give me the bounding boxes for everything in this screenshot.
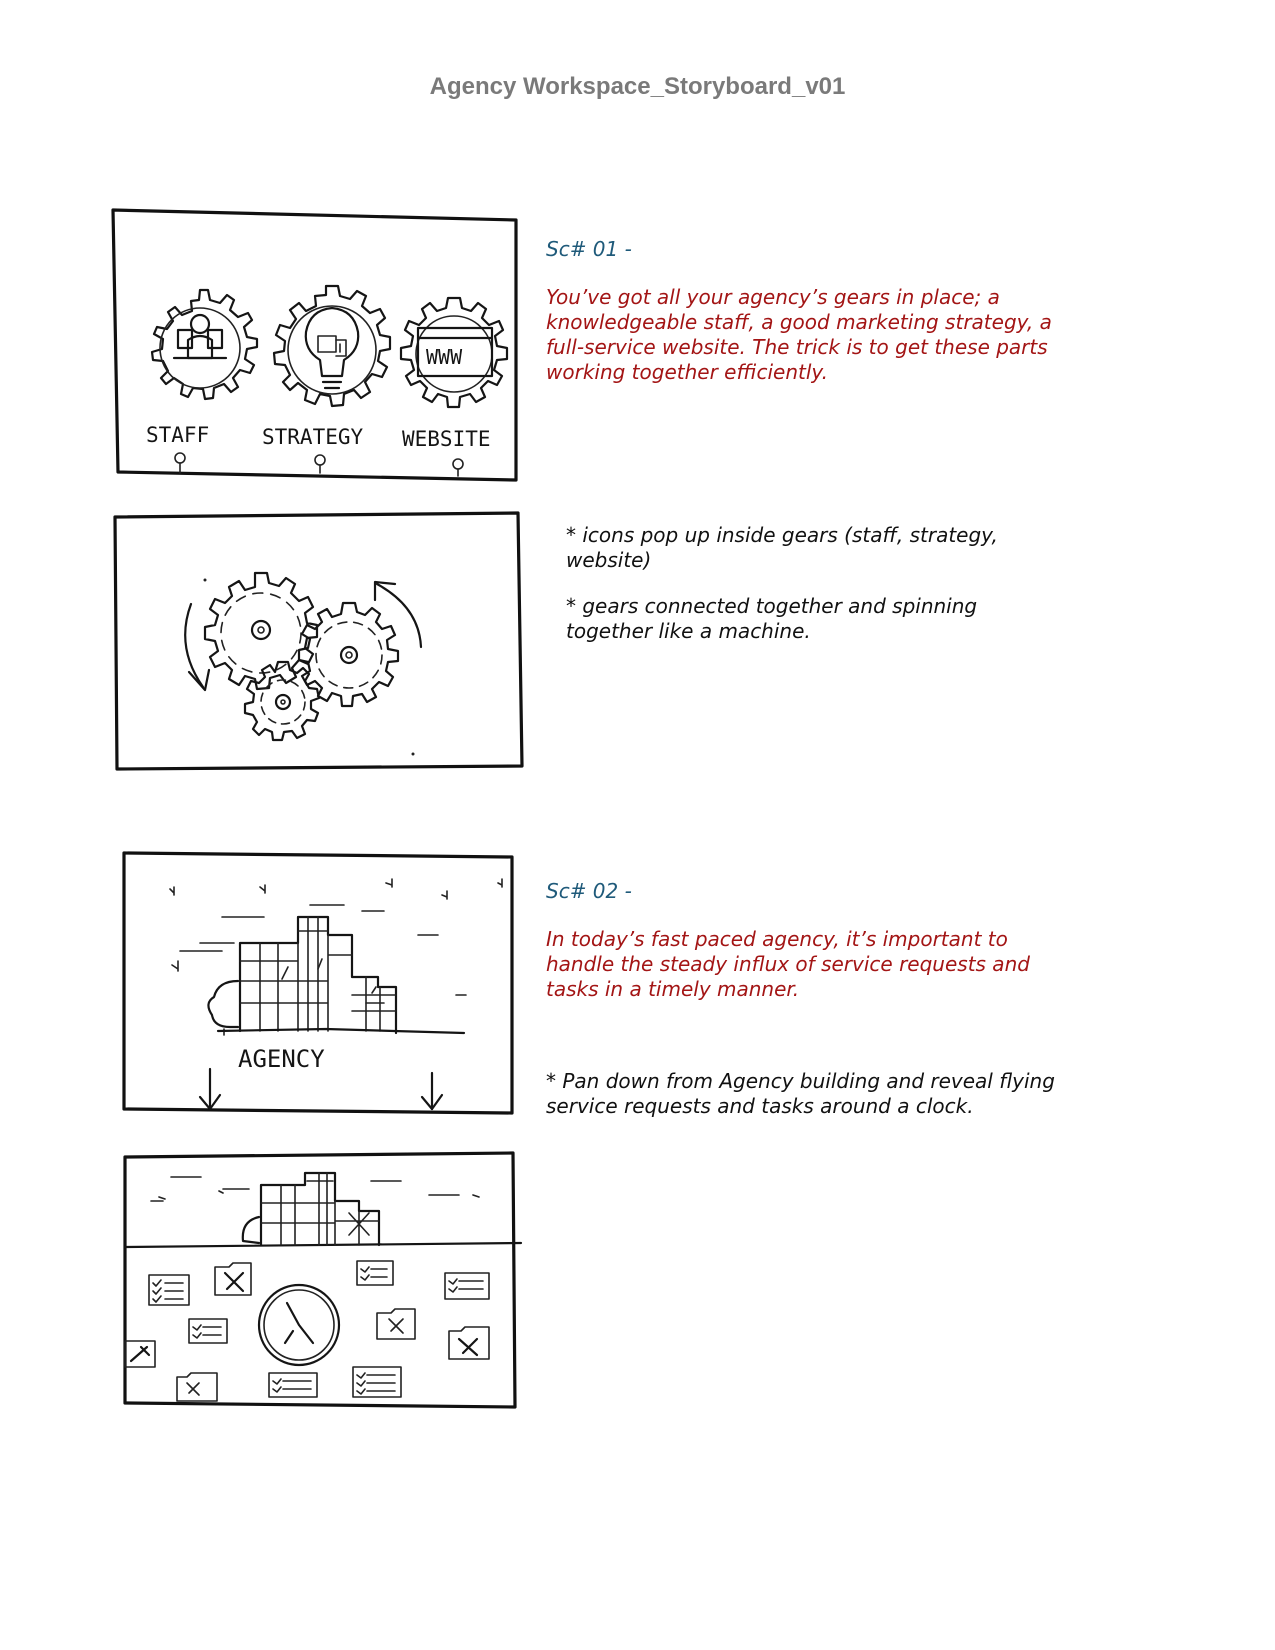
scene-2-note-pan: * Pan down from Agency building and reveal flying service requests and tasks around a clock. bbox=[546, 1069, 1055, 1118]
checklist-icon bbox=[445, 1273, 489, 1299]
checklist-icon bbox=[189, 1319, 227, 1343]
tools-folder-icon bbox=[177, 1373, 217, 1401]
tools-folder-icon bbox=[125, 1341, 155, 1367]
down-arrow-icon bbox=[422, 1073, 442, 1109]
storyboard-panel-3 bbox=[122, 851, 520, 1121]
scene-1-note-icons: * icons pop up inside gears (staff, strategy, website) bbox=[566, 523, 998, 572]
tree-icon bbox=[208, 981, 238, 1035]
lightbulb-icon bbox=[306, 308, 358, 388]
strategy-label: STRATEGY bbox=[262, 425, 364, 449]
rotation-arrow-icon bbox=[375, 582, 421, 647]
scene-1-heading: Sc# 01 - bbox=[546, 237, 632, 261]
scene-2-heading: Sc# 02 - bbox=[546, 879, 632, 903]
document-title: Agency Workspace_Storyboard_v01 bbox=[429, 73, 846, 100]
gear-icon bbox=[152, 290, 257, 399]
tools-folder-icon bbox=[377, 1309, 415, 1339]
checklist-icon bbox=[269, 1373, 317, 1397]
clock-icon bbox=[259, 1285, 339, 1365]
svg-text:WWW: WWW bbox=[426, 345, 463, 369]
building-icon bbox=[240, 917, 396, 1033]
tools-folder-icon bbox=[215, 1263, 251, 1295]
website-label: WEBSITE bbox=[402, 427, 491, 451]
agency-label: AGENCY bbox=[238, 1045, 325, 1073]
storyboard-panel-1 bbox=[112, 208, 524, 486]
scene-2-narration: In today’s fast paced agency, it’s important to handle the steady influx of service requests and tasks in a timely manner. bbox=[546, 927, 1030, 1001]
down-arrow-icon bbox=[200, 1069, 220, 1109]
checklist-icon bbox=[149, 1275, 189, 1305]
rotation-arrow-icon bbox=[185, 604, 209, 690]
browser-icon bbox=[418, 328, 492, 376]
checklist-icon bbox=[357, 1261, 393, 1285]
scene-1-note-gears: * gears connected together and spinning together like a machine. bbox=[566, 594, 978, 643]
scene-1-narration: You’ve got all your agency’s gears in place; a knowledgeable staff, a good marketing strategy, a full-service website. The trick is to get these parts working together efficiently. bbox=[546, 285, 1052, 384]
checklist-icon bbox=[353, 1367, 401, 1397]
storyboard-panel-4 bbox=[123, 1151, 523, 1413]
building-icon bbox=[261, 1173, 379, 1245]
people-icon bbox=[174, 315, 226, 358]
tools-folder-icon bbox=[449, 1327, 489, 1359]
gear-icon bbox=[245, 662, 319, 740]
storyboard-panel-2 bbox=[113, 512, 527, 774]
staff-label: STAFF bbox=[146, 423, 210, 447]
